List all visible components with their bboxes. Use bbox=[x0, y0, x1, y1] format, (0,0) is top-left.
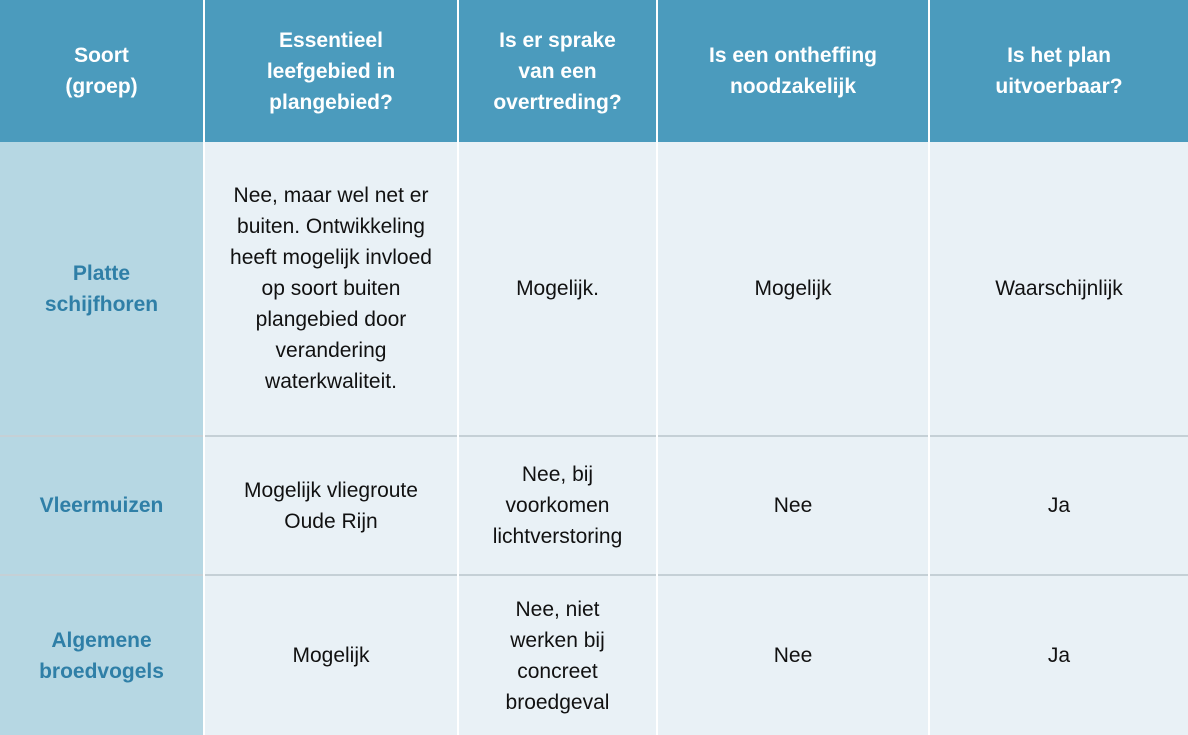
table-header-row bbox=[0, 0, 1188, 142]
ontheffing-cell: Mogelijk bbox=[657, 142, 929, 436]
uitvoerbaar-cell: Waarschijnlijk bbox=[929, 142, 1188, 436]
header-uitvoerbaar: Is het plan uitvoerbaar? bbox=[929, 0, 1188, 142]
overtreding-cell: Mogelijk. bbox=[458, 142, 657, 436]
leefgebied-cell: Nee, maar wel net er buiten. Ontwikkeling heeft mogelijk invloed op soort buiten plangebied door verandering waterkwaliteit. bbox=[204, 142, 458, 436]
overtreding-cell: Nee, niet werken bij concreet broedgeval bbox=[458, 575, 657, 735]
species-cell: Vleermuizen bbox=[0, 436, 204, 575]
ontheffing-cell: Nee bbox=[657, 436, 929, 575]
uitvoerbaar-cell: Ja bbox=[929, 575, 1188, 735]
table-row bbox=[0, 575, 1188, 735]
species-cell: Platte schijfhoren bbox=[0, 142, 204, 436]
header-soort: Soort (groep) bbox=[0, 0, 204, 142]
species-cell: Algemene broedvogels bbox=[0, 575, 204, 735]
header-overtreding: Is er sprake van een overtreding? bbox=[458, 0, 657, 142]
header-leefgebied: Essentieel leefgebied in plangebied? bbox=[204, 0, 458, 142]
table-row bbox=[0, 142, 1188, 436]
leefgebied-cell: Mogelijk vliegroute Oude Rijn bbox=[204, 436, 458, 575]
overtreding-cell: Nee, bij voorkomen lichtverstoring bbox=[458, 436, 657, 575]
uitvoerbaar-cell: Ja bbox=[929, 436, 1188, 575]
header-ontheffing: Is een ontheffing noodzakelijk bbox=[657, 0, 929, 142]
leefgebied-cell: Mogelijk bbox=[204, 575, 458, 735]
table-row bbox=[0, 436, 1188, 575]
ontheffing-cell: Nee bbox=[657, 575, 929, 735]
